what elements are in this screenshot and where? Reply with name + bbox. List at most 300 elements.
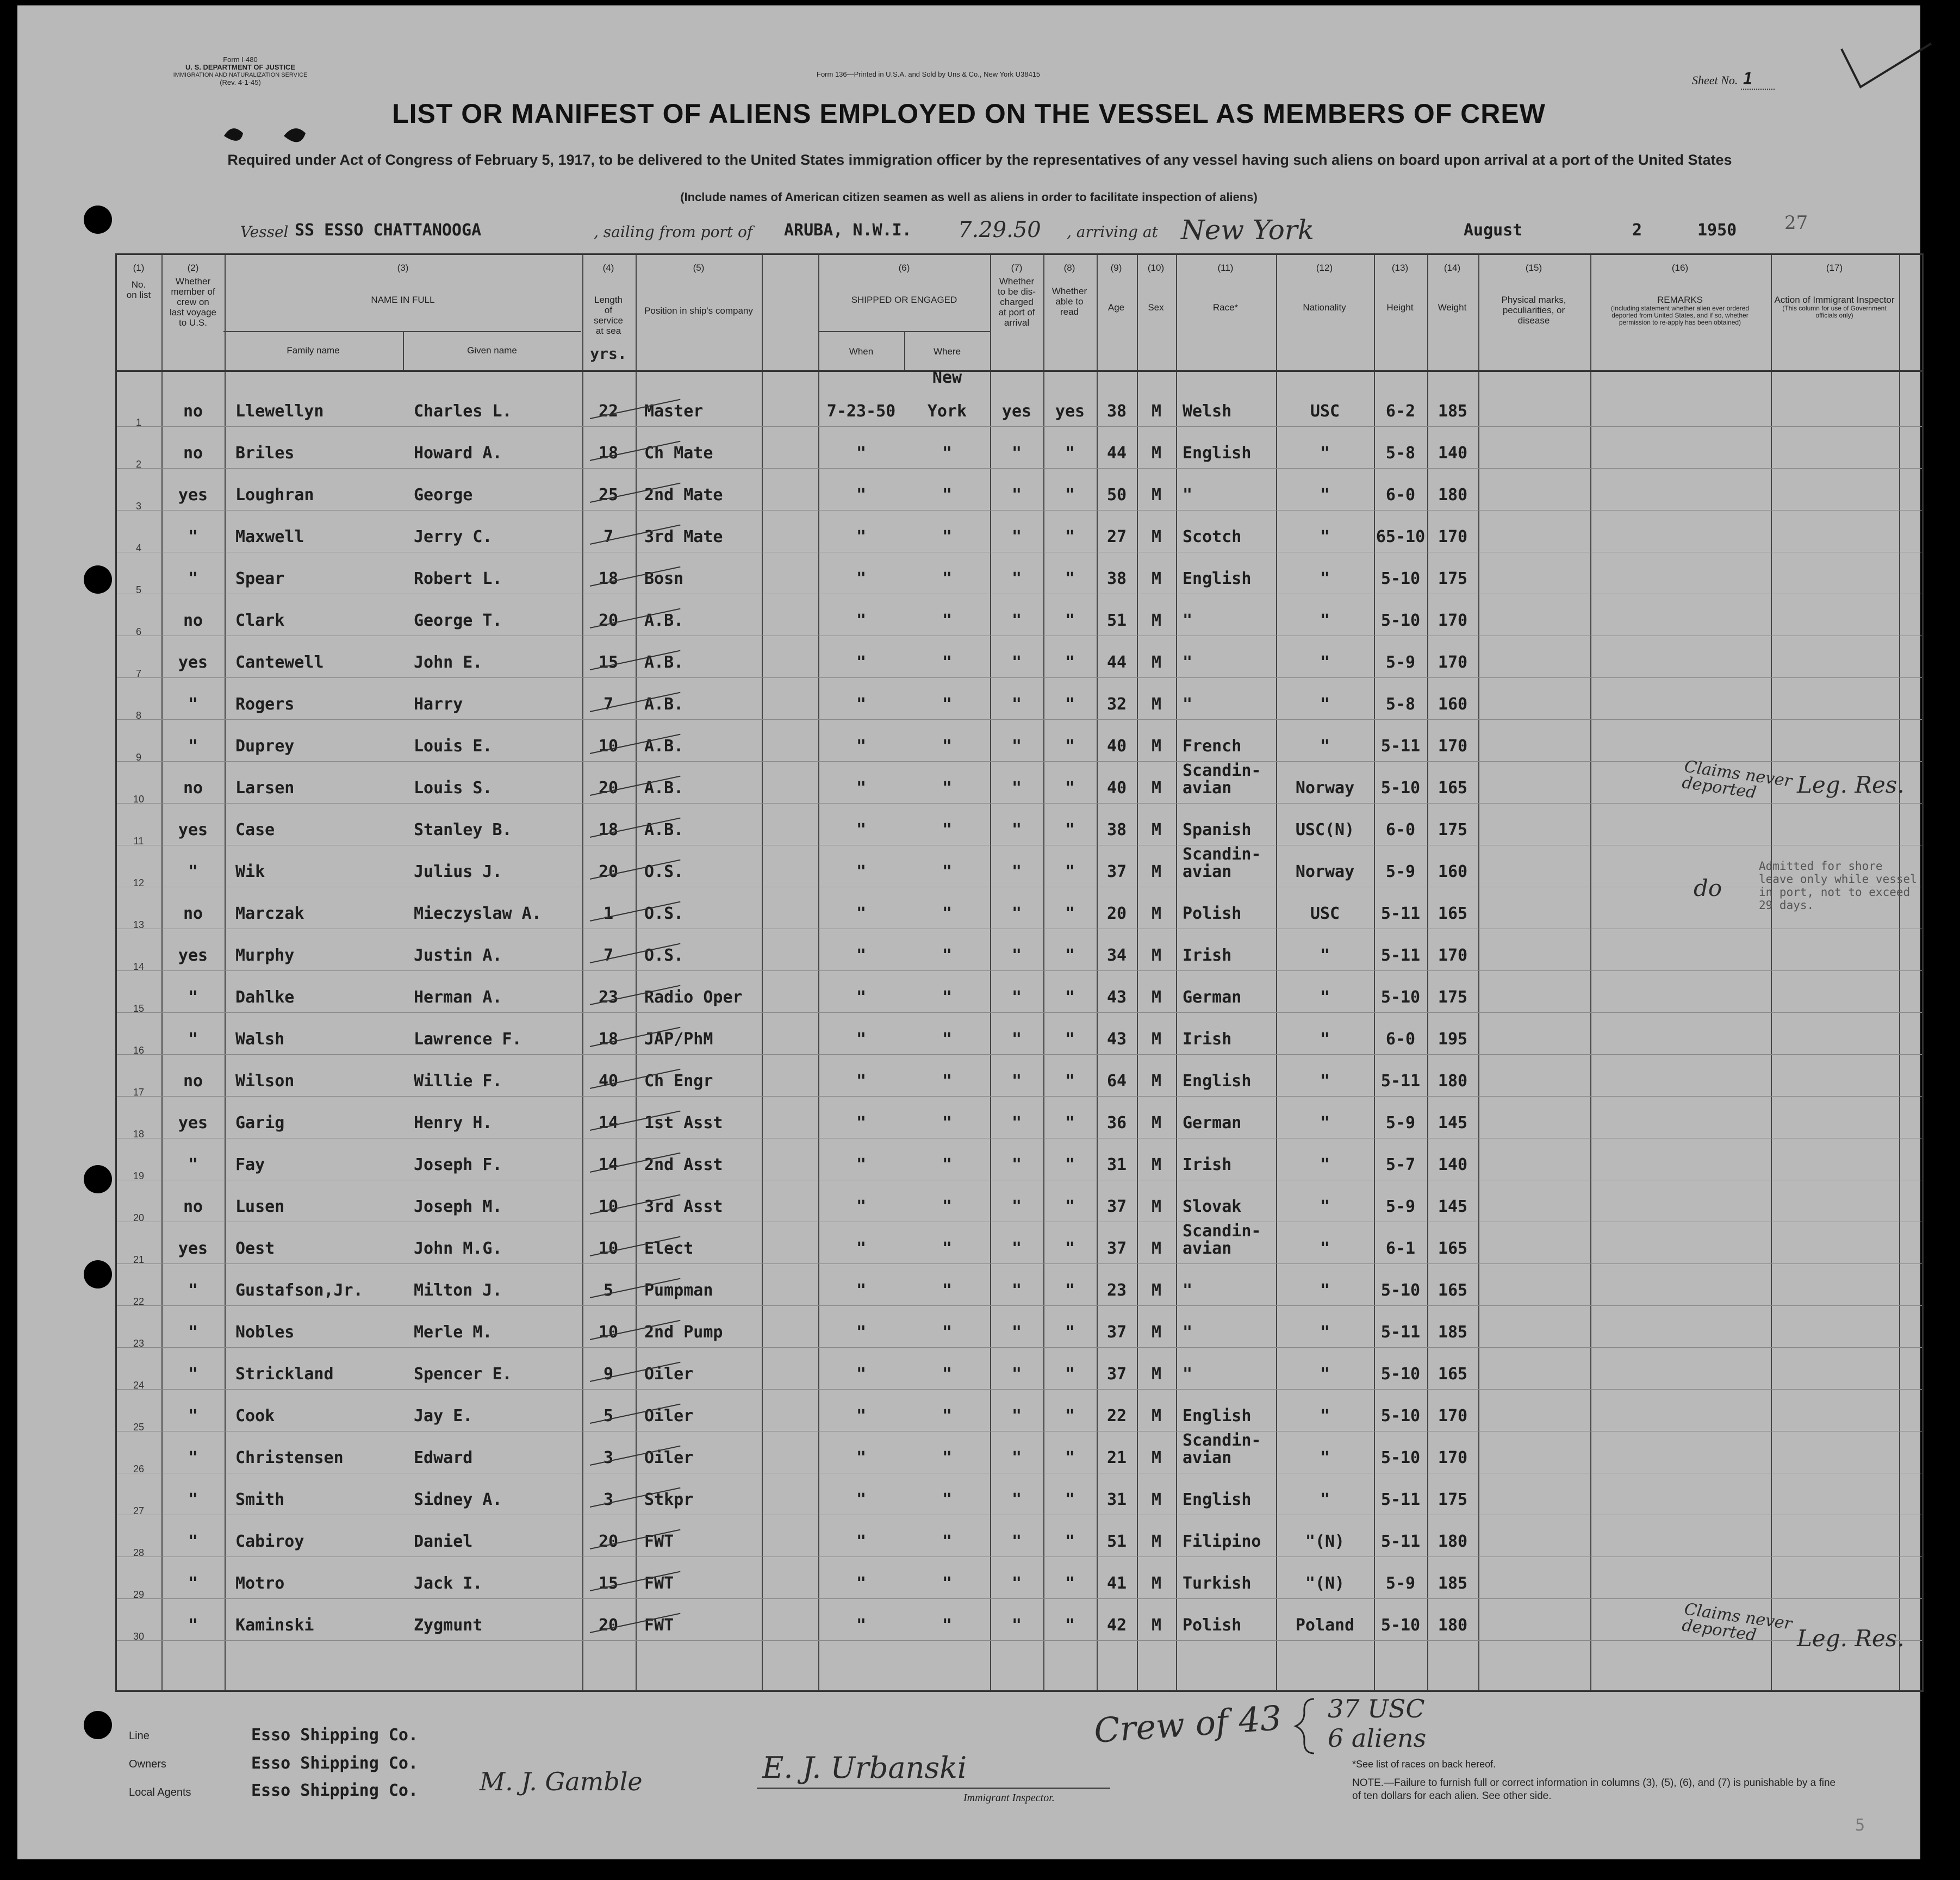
cell-prev: no (183, 444, 203, 463)
cell-prev: " (188, 527, 198, 546)
cell-age: 27 (1106, 527, 1127, 546)
cell-given: George T. (414, 611, 502, 630)
cell-ht: 5-9 (1385, 862, 1416, 881)
cell-race: Irish (1183, 1155, 1232, 1174)
col-12-header (1276, 263, 1373, 313)
cell-when: " (856, 779, 867, 798)
column-rule (1276, 255, 1277, 1690)
cell-race: English (1183, 444, 1252, 463)
cell-age: 38 (1106, 569, 1127, 588)
cell-disch: " (1011, 1448, 1022, 1467)
owners-label: Owners (129, 1758, 166, 1770)
col-2-header (161, 263, 225, 328)
cell-read: " (1065, 1197, 1075, 1216)
cell-sex: M (1151, 1197, 1162, 1216)
cell-given: Mieczyslaw A. (414, 904, 542, 923)
cell-sex: M (1151, 1323, 1162, 1342)
cell-read: " (1065, 527, 1075, 546)
cell-pos: 2nd Mate (644, 485, 723, 505)
cell-no: 16 (133, 1045, 145, 1056)
col-6-number: (6) (898, 263, 910, 273)
cell-age: 42 (1106, 1616, 1127, 1635)
cell-no: 27 (133, 1505, 145, 1516)
cell-wt: 170 (1438, 1448, 1468, 1467)
cell-disch: " (1011, 611, 1022, 630)
cell-ht: 5-10 (1380, 988, 1421, 1007)
cell-family: Llewellyn (235, 402, 324, 421)
cell-prev: no (183, 402, 203, 421)
col-16-header (1590, 263, 1770, 326)
cell-disch: " (1011, 1323, 1022, 1342)
cell-when: " (856, 695, 867, 714)
cell-nat: USC(N) (1295, 820, 1355, 839)
cell-disch: " (1011, 820, 1022, 839)
cell-read: " (1065, 485, 1075, 505)
cell-race: " (1183, 1323, 1193, 1342)
cell-wt: 165 (1438, 904, 1468, 923)
cell-nat: " (1320, 695, 1330, 714)
col-13-label: Height (1386, 302, 1414, 313)
cell-where-top: New (932, 368, 962, 387)
arriving-label: , arriving at (1067, 223, 1158, 241)
cell-family: Smith (235, 1490, 285, 1509)
cell-prev: " (188, 1532, 198, 1551)
cell-age: 43 (1106, 1030, 1127, 1049)
cell-pos: Ch Engr (644, 1072, 713, 1091)
cell-when: " (856, 1448, 867, 1467)
cell-pos: O.S. (644, 946, 684, 965)
cell-wt: 180 (1438, 1532, 1468, 1551)
cell-family: Wik (235, 862, 265, 881)
column-rule (818, 255, 819, 1690)
cell-family: Wilson (235, 1072, 295, 1091)
cell-no: 9 (135, 752, 141, 763)
cell-given: John M.G. (414, 1239, 502, 1258)
col-9-label: Age (1107, 302, 1125, 313)
cell-prev: no (183, 1197, 203, 1216)
cell-family: Loughran (235, 485, 314, 505)
cell-family: Cantewell (235, 653, 324, 672)
cell-wt: 165 (1438, 779, 1468, 798)
col-2-label: Whether member of crew on last voyage to U.S. (170, 276, 216, 328)
cell-pos: 3rd Asst (644, 1197, 723, 1216)
col-8-label: Whether able to read (1051, 286, 1087, 317)
column-rule (1043, 255, 1044, 1690)
cell-given: Merle M. (414, 1323, 493, 1342)
col-16-number: (16) (1671, 263, 1689, 273)
column-rule (1427, 255, 1428, 1690)
cell-pos: A.B. (644, 611, 684, 630)
cell-nat: " (1320, 569, 1330, 588)
cell-sex: M (1151, 695, 1162, 714)
cell-nat: " (1320, 1030, 1330, 1049)
cell-yrs: 20 (598, 611, 619, 630)
cell-read: " (1065, 737, 1075, 756)
col-1-label: No. on list (126, 279, 151, 300)
cell-sex: M (1151, 444, 1162, 463)
corner-mark: 27 (1784, 212, 1808, 234)
cell-given: Louis S. (414, 779, 493, 798)
cell-prev: yes (178, 946, 208, 965)
cell-prev: " (188, 1365, 198, 1384)
cell-age: 44 (1106, 444, 1127, 463)
cell-yrs: 18 (598, 1030, 619, 1049)
cell-yrs: 14 (598, 1155, 619, 1174)
cell-sex: M (1151, 1155, 1162, 1174)
cell-where: " (942, 988, 953, 1007)
cell-ht: 6-0 (1385, 485, 1416, 505)
cell-ht: 5-10 (1380, 1406, 1421, 1425)
cell-race: Polish (1183, 904, 1242, 923)
row-rule (117, 1305, 1922, 1306)
row-rule (117, 803, 1922, 804)
cell-prev: " (188, 862, 198, 881)
cell-sex: M (1151, 485, 1162, 505)
cell-ht: 5-7 (1385, 1155, 1416, 1174)
arrival-year: 1950 (1697, 221, 1737, 240)
cell-race: English (1183, 1406, 1252, 1425)
cell-family: Walsh (235, 1030, 285, 1049)
row-rule (117, 1012, 1922, 1013)
cell-yrs: 5 (603, 1406, 614, 1425)
cell-nat: " (1320, 1490, 1330, 1509)
cell-no: 3 (135, 501, 141, 512)
cell-race-top: Scandin- (1183, 761, 1261, 780)
cell-prev: no (183, 1072, 203, 1091)
cell-disch: " (1011, 1574, 1022, 1593)
cell-no: 7 (135, 668, 141, 679)
cell-where: " (942, 946, 953, 965)
cell-age: 51 (1106, 1532, 1127, 1551)
cell-prev: " (188, 1155, 198, 1174)
printer-line: Form 136—Printed in U.S.A. and Sold by Uns & Co., New York U38415 (817, 70, 1041, 78)
cell-race: avian (1183, 862, 1232, 881)
cell-where: " (942, 1239, 953, 1258)
cell-when: " (856, 820, 867, 839)
col-11-number: (11) (1217, 263, 1234, 273)
cell-sex: M (1151, 1113, 1162, 1132)
cell-prev: no (183, 611, 203, 630)
col-14-label: Weight (1438, 302, 1467, 313)
cell-disch: " (1011, 1365, 1022, 1384)
col-13-header (1374, 263, 1426, 313)
cell-sex: M (1151, 862, 1162, 881)
cell-when: " (856, 862, 867, 881)
form-number: Form I-480 (223, 55, 258, 64)
cell-no: 10 (133, 794, 145, 805)
row-rule (117, 1389, 1922, 1390)
cell-wt: 170 (1438, 611, 1468, 630)
cell-prev: " (188, 1406, 198, 1425)
cell-when: " (856, 946, 867, 965)
cell-sex: M (1151, 1365, 1162, 1384)
cell-yrs: 20 (598, 1616, 619, 1635)
cell-when: " (856, 569, 867, 588)
column-rule (1771, 255, 1772, 1690)
col-6a-header: When (849, 346, 874, 357)
col-10-label: Sex (1148, 302, 1164, 313)
cell-prev: " (188, 695, 198, 714)
cell-race: Slovak (1183, 1197, 1242, 1216)
cell-sex: M (1151, 611, 1162, 630)
owners-value: Esso Shipping Co. (251, 1754, 419, 1773)
cell-nat: " (1320, 1406, 1330, 1425)
cell-where: " (942, 1616, 953, 1635)
row-rule (117, 1640, 1922, 1641)
cell-disch: " (1011, 1239, 1022, 1258)
cell-pos: Oiler (644, 1365, 694, 1384)
cell-disch: " (1011, 1406, 1022, 1425)
cell-family: Clark (235, 611, 285, 630)
cell-nat: " (1320, 527, 1330, 546)
cell-age: 43 (1106, 988, 1127, 1007)
inspector-signature: E. J. Urbanski (762, 1751, 967, 1785)
cell-disch: " (1011, 1281, 1022, 1300)
col-11-label: Race* (1212, 302, 1239, 313)
cell-pos: FWT (644, 1616, 674, 1635)
row-rule (117, 1096, 1922, 1097)
crew-table (115, 253, 1924, 1692)
cell-read: " (1065, 444, 1075, 463)
punch-hole-1 (84, 206, 112, 234)
cell-given: Jay E. (414, 1406, 473, 1425)
cell-where: " (942, 611, 953, 630)
sailing-date: 7.29.50 (958, 217, 1041, 242)
cell-yrs: 15 (598, 1574, 619, 1593)
cell-disch: " (1011, 444, 1022, 463)
cell-ht: 5-8 (1385, 444, 1416, 463)
cell-sex: M (1151, 946, 1162, 965)
col-11-header (1176, 263, 1275, 313)
column-rule (1899, 255, 1900, 1690)
cell-disch: yes (1001, 402, 1032, 421)
cell-yrs: 7 (603, 946, 614, 965)
cell-race-top: Scandin- (1183, 1222, 1261, 1241)
inspector-label: Immigrant Inspector. (963, 1792, 1055, 1804)
page-corner-mark: 5 (1855, 1816, 1865, 1835)
arrival-day: 2 (1632, 221, 1642, 240)
cell-pos: A.B. (644, 653, 684, 672)
row-rule (117, 677, 1922, 678)
col-17-number: (17) (1826, 263, 1843, 273)
cell-nat: " (1320, 1448, 1330, 1467)
cell-race: Turkish (1183, 1574, 1252, 1593)
col-15-header (1478, 263, 1589, 326)
cell-where: " (942, 904, 953, 923)
cell-read: " (1065, 1406, 1075, 1425)
row-rule (117, 468, 1922, 469)
cell-where: " (942, 737, 953, 756)
cell-read: " (1065, 1072, 1075, 1091)
cell-read: " (1065, 653, 1075, 672)
remark-row-12-do: do (1694, 875, 1722, 901)
crew-count-note: Crew of 43 (1092, 1698, 1283, 1751)
cell-given: Joseph F. (414, 1155, 502, 1174)
col-7-label: Whether to be dis-charged at port of arrival (998, 276, 1036, 328)
cell-given: Julius J. (414, 862, 502, 881)
cell-nat: USC (1310, 904, 1340, 923)
cell-age: 37 (1106, 1239, 1127, 1258)
cell-given: Harry (414, 695, 463, 714)
cell-pos: Radio Oper (644, 988, 743, 1007)
cell-age: 40 (1106, 779, 1127, 798)
cell-where: " (942, 862, 953, 881)
check-mark (1839, 38, 1937, 92)
cell-read: " (1065, 1574, 1075, 1593)
service: IMMIGRATION AND NATURALIZATION SERVICE (173, 72, 308, 78)
cell-nat: " (1320, 653, 1330, 672)
col-1-number: (1) (133, 263, 145, 273)
cell-yrs: 25 (598, 485, 619, 505)
cell-race: Scotch (1183, 527, 1242, 546)
cell-disch: " (1011, 695, 1022, 714)
cell-when: " (856, 1281, 867, 1300)
cell-pos: O.S. (644, 862, 684, 881)
column-rule (762, 255, 763, 1690)
cell-when: " (856, 1239, 867, 1258)
cell-read: " (1065, 611, 1075, 630)
col-14-number: (14) (1443, 263, 1461, 273)
cell-when: " (856, 1490, 867, 1509)
col-12-label: Nationality (1303, 302, 1346, 313)
cell-nat: " (1320, 444, 1330, 463)
cell-given: Spencer E. (414, 1365, 512, 1384)
crew-alien-count: 6 aliens (1328, 1723, 1427, 1753)
cell-age: 40 (1106, 737, 1127, 756)
cell-prev: " (188, 1030, 198, 1049)
cell-read: " (1065, 569, 1075, 588)
cell-wt: 180 (1438, 1616, 1468, 1635)
cell-read: yes (1055, 402, 1085, 421)
department: U. S. DEPARTMENT OF JUSTICE (185, 63, 295, 71)
cell-yrs: 7 (603, 695, 614, 714)
cell-read: " (1065, 904, 1075, 923)
cell-where: " (942, 1532, 953, 1551)
column-rule (225, 255, 226, 1690)
cell-disch: " (1011, 485, 1022, 505)
cell-when: " (856, 611, 867, 630)
cell-age: 51 (1106, 611, 1127, 630)
cell-yrs: 22 (598, 402, 619, 421)
cell-ht: 5-10 (1380, 1616, 1421, 1635)
cell-yrs: 18 (598, 820, 619, 839)
cell-when: " (856, 527, 867, 546)
cell-nat: Norway (1295, 779, 1355, 798)
cell-when: " (856, 1532, 867, 1551)
manifest-subtitle: Required under Act of Congress of February 5, 1917, to be delivered to the United States immigration officer by the representatives of any vessel having such aliens on board upon arrival at a port of the United States (227, 152, 1732, 168)
cell-where: " (942, 1281, 953, 1300)
arrival-month: August (1464, 221, 1523, 240)
sheet-label: Sheet No. (1692, 73, 1738, 87)
col-14-header (1427, 263, 1477, 313)
cell-race: Spanish (1183, 820, 1252, 839)
cell-when: " (856, 737, 867, 756)
punch-hole-2 (84, 565, 112, 594)
remark-row-10: Claims never deported (1681, 757, 1794, 802)
cell-race: Polish (1183, 1616, 1242, 1635)
cell-race-top: Scandin- (1183, 1431, 1261, 1450)
remark-row-12-note: Admitted for shore leave only while vessel in port, not to exceed 29 days. (1759, 860, 1917, 912)
cell-age: 32 (1106, 695, 1127, 714)
cell-yrs: 1 (603, 904, 614, 923)
col-13-number: (13) (1391, 263, 1409, 273)
cell-disch: " (1011, 653, 1022, 672)
cell-age: 23 (1106, 1281, 1127, 1300)
col-4-header (582, 263, 634, 336)
cell-race: " (1183, 1365, 1193, 1384)
row-rule (117, 970, 1922, 971)
cell-disch: " (1011, 988, 1022, 1007)
cell-race: " (1183, 611, 1193, 630)
cell-pos: Bosn (644, 569, 684, 588)
col-16-label: REMARKS (1657, 295, 1703, 305)
cell-nat: " (1320, 988, 1330, 1007)
cell-pos: Ch Mate (644, 444, 713, 463)
col-4-label: Length of service at sea (594, 295, 623, 336)
col-10-header (1137, 263, 1175, 313)
cell-when: " (856, 1155, 867, 1174)
cell-sex: M (1151, 402, 1162, 421)
cell-pos: Oiler (644, 1406, 694, 1425)
cell-prev: " (188, 569, 198, 588)
cell-sex: M (1151, 1574, 1162, 1593)
cell-read: " (1065, 1616, 1075, 1635)
cell-wt: 180 (1438, 485, 1468, 505)
cell-age: 38 (1106, 820, 1127, 839)
cell-no: 17 (133, 1087, 145, 1098)
punch-hole-3 (84, 1165, 112, 1193)
col-16-sublabel: (Including statement whether alien ever ordered deported from United States, and if so, whether permission to re-apply has been obtained) (1610, 304, 1750, 326)
cell-where: " (942, 444, 953, 463)
cell-pos: FWT (644, 1532, 674, 1551)
cell-pos: Stkpr (644, 1490, 694, 1509)
cell-disch: " (1011, 779, 1022, 798)
manifest-title: LIST OR MANIFEST OF ALIENS EMPLOYED ON THE VESSEL AS MEMBERS OF CREW (392, 98, 1546, 129)
cell-family: Case (235, 820, 275, 839)
row-rule (117, 510, 1922, 511)
cell-nat: Poland (1295, 1616, 1355, 1635)
cell-prev: no (183, 904, 203, 923)
cell-no: 6 (135, 626, 141, 637)
cell-age: 31 (1106, 1490, 1127, 1509)
col-15-label: Physical marks, peculiarities, or disease (1501, 295, 1566, 326)
sailing-port: ARUBA, N.W.I. (784, 221, 912, 240)
cell-race: French (1183, 737, 1242, 756)
cell-age: 38 (1106, 402, 1127, 421)
arriving-port: New York (1181, 214, 1314, 246)
cell-yrs: 7 (603, 527, 614, 546)
cell-race: Irish (1183, 1030, 1232, 1049)
col-2-number: (2) (187, 263, 199, 273)
cell-wt: 170 (1438, 946, 1468, 965)
col-6-label: SHIPPED OR ENGAGED (851, 295, 957, 305)
cell-wt: 175 (1438, 569, 1468, 588)
cell-yrs: 18 (598, 569, 619, 588)
cell-given: Robert L. (414, 569, 502, 588)
cell-pos: A.B. (644, 737, 684, 756)
cell-sex: M (1151, 1532, 1162, 1551)
cell-pos: Elect (644, 1239, 694, 1258)
col-4-number: (4) (602, 263, 614, 273)
cell-where: " (942, 1448, 953, 1467)
cell-sex: M (1151, 1239, 1162, 1258)
cell-age: 36 (1106, 1113, 1127, 1132)
cell-read: " (1065, 862, 1075, 881)
cell-family: Maxwell (235, 527, 304, 546)
cell-family: Murphy (235, 946, 295, 965)
cell-ht: 5-10 (1380, 1365, 1421, 1384)
column-rule (1097, 255, 1098, 1690)
